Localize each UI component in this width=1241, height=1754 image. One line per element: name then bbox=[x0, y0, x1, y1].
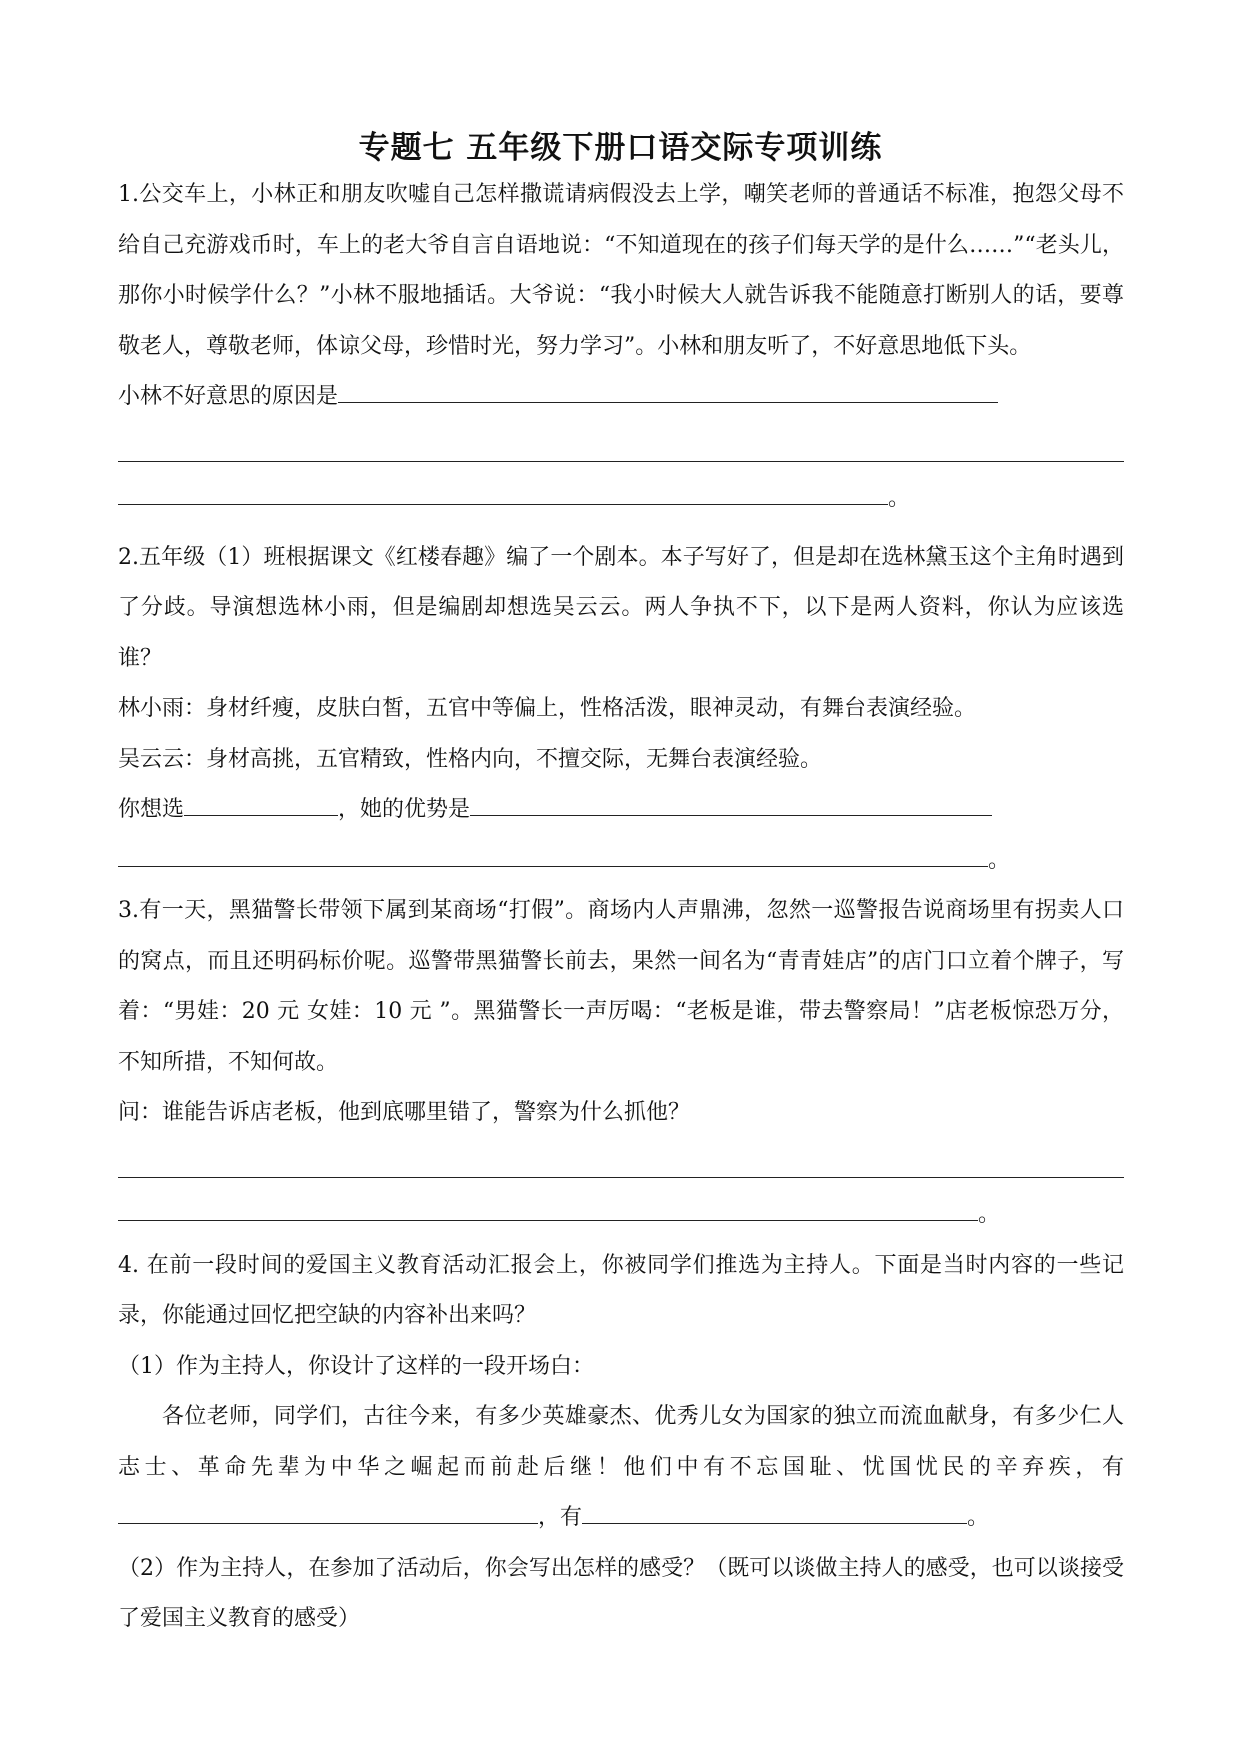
question-3-question: 问：谁能告诉店老板，他到底哪里错了，警察为什么抓他？ bbox=[118, 1100, 691, 1125]
question-2-blank-final[interactable] bbox=[118, 840, 988, 867]
question-4 bbox=[118, 1241, 1124, 1645]
question-2-answer-line-1 bbox=[118, 785, 1124, 836]
question-1-period: 。 bbox=[888, 486, 911, 511]
question-3-text: 3.有一天，黑猫警长带领下属到某商场“打假”。商场内人声鼎沸，忽然一巡警报告说商场里有拐卖人口的窝点，而且还明码标价呢。巡警带黑猫警长前去，果然一间名为“青青娃店”的店门口立着个牌子，写着：“男娃：20 元 女娃：10 元 ”。黑猫警长一声厉喝：“老板是谁，带去警察局！”店老板惊恐万分，不知所措，不知何故。 bbox=[118, 898, 1124, 1075]
opening-speech-text: 各位老师，同学们，古往今来，有多少英雄豪杰、优秀儿女为国家的独立而流血献身，有多少仁人志士、革命先辈为中华之崛起而前赴后继！他们中有不忘国耻、忧国忧民的辛弃疾，有 bbox=[118, 1404, 1124, 1480]
question-4-sub-2: （2）作为主持人，在参加了活动后，你会写出怎样的感受？（既可以谈做主持人的感受，也可以谈接受了爱国主义教育的感受） bbox=[118, 1555, 1124, 1631]
question-1-prompt: 小林不好意思的原因是 bbox=[118, 384, 339, 409]
question-2 bbox=[118, 533, 1124, 887]
question-1 bbox=[118, 170, 1124, 525]
question-2-period: 。 bbox=[988, 847, 1011, 873]
question-1-answer-line-2[interactable] bbox=[118, 423, 1124, 462]
worksheet-content bbox=[118, 170, 1124, 1645]
question-2-text: 2.五年级（1）班根据课文《红楼春趣》编了一个剧本。本子写好了，但是却在选林黛玉这个主角时遇到了分歧。导演想选林小雨，但是编剧却想选吴云云。两人争执不下，以下是两人资料，你认为应该选谁？ bbox=[118, 544, 1124, 671]
question-1-blank-final[interactable] bbox=[118, 478, 888, 505]
opening-speech-period: 。 bbox=[967, 1505, 990, 1530]
candidate-lin-xiaoyu: 林小雨：身材纤瘦，皮肤白皙，五官中等偏上，性格活泼，眼神灵动，有舞台表演经验。 bbox=[118, 696, 977, 721]
question-3-period: 。 bbox=[978, 1202, 1001, 1227]
question-1-answer-line-1 bbox=[118, 372, 1124, 423]
question-2-advantage-blank[interactable] bbox=[470, 789, 992, 816]
question-3 bbox=[118, 886, 1124, 1241]
question-2-choice-blank[interactable] bbox=[184, 789, 338, 816]
question-4-opening-speech bbox=[118, 1392, 1124, 1544]
question-3-blank-final[interactable] bbox=[118, 1194, 978, 1221]
candidate-wu-yunyun: 吴云云：身材高挑，五官精致，性格内向，不擅交际，无舞台表演经验。 bbox=[118, 746, 823, 772]
question-2-prompt-choice: 你想选 bbox=[118, 797, 185, 822]
question-2-answer-line-2 bbox=[118, 836, 1124, 887]
question-3-answer-line-1[interactable] bbox=[118, 1139, 1124, 1178]
question-4-text: 4. 在前一段时间的爱国主义教育活动汇报会上，你被同学们推选为主持人。下面是当时内容的一些记录，你能通过回忆把空缺的内容补出来吗？ bbox=[118, 1252, 1124, 1328]
question-1-answer-line-3 bbox=[118, 474, 1124, 525]
hero-blank-2[interactable] bbox=[582, 1497, 967, 1524]
hero-blank-1[interactable] bbox=[118, 1497, 538, 1524]
question-3-answer-line-2 bbox=[118, 1190, 1124, 1241]
page-title: 专题七 五年级下册口语交际专项训练 bbox=[358, 130, 883, 166]
question-1-blank[interactable] bbox=[338, 376, 998, 403]
question-1-text: 1.公交车上，小林正和朋友吹嘘自己怎样撒谎请病假没去上学，嘲笑老师的普通话不标准，抱怨父母不给自己充游戏币时，车上的老大爷自言自语地说：“不知道现在的孩子们每天学的是什么……”“老头儿，那你小时候学什么？”小林不服地插话。大爷说：“我小时候大人就告诉我不能随意打断别人的话，要尊敬老人，尊敬老师，体谅父母，珍惜时光，努力学习”。小林和朋友听了，不好意思地低下头。 bbox=[118, 182, 1124, 359]
question-4-sub-1: （1）作为主持人，你设计了这样的一段开场白： bbox=[118, 1353, 594, 1379]
question-2-prompt-advantage: ，她的优势是 bbox=[338, 797, 471, 822]
opening-speech-connector: ，有 bbox=[538, 1505, 583, 1530]
